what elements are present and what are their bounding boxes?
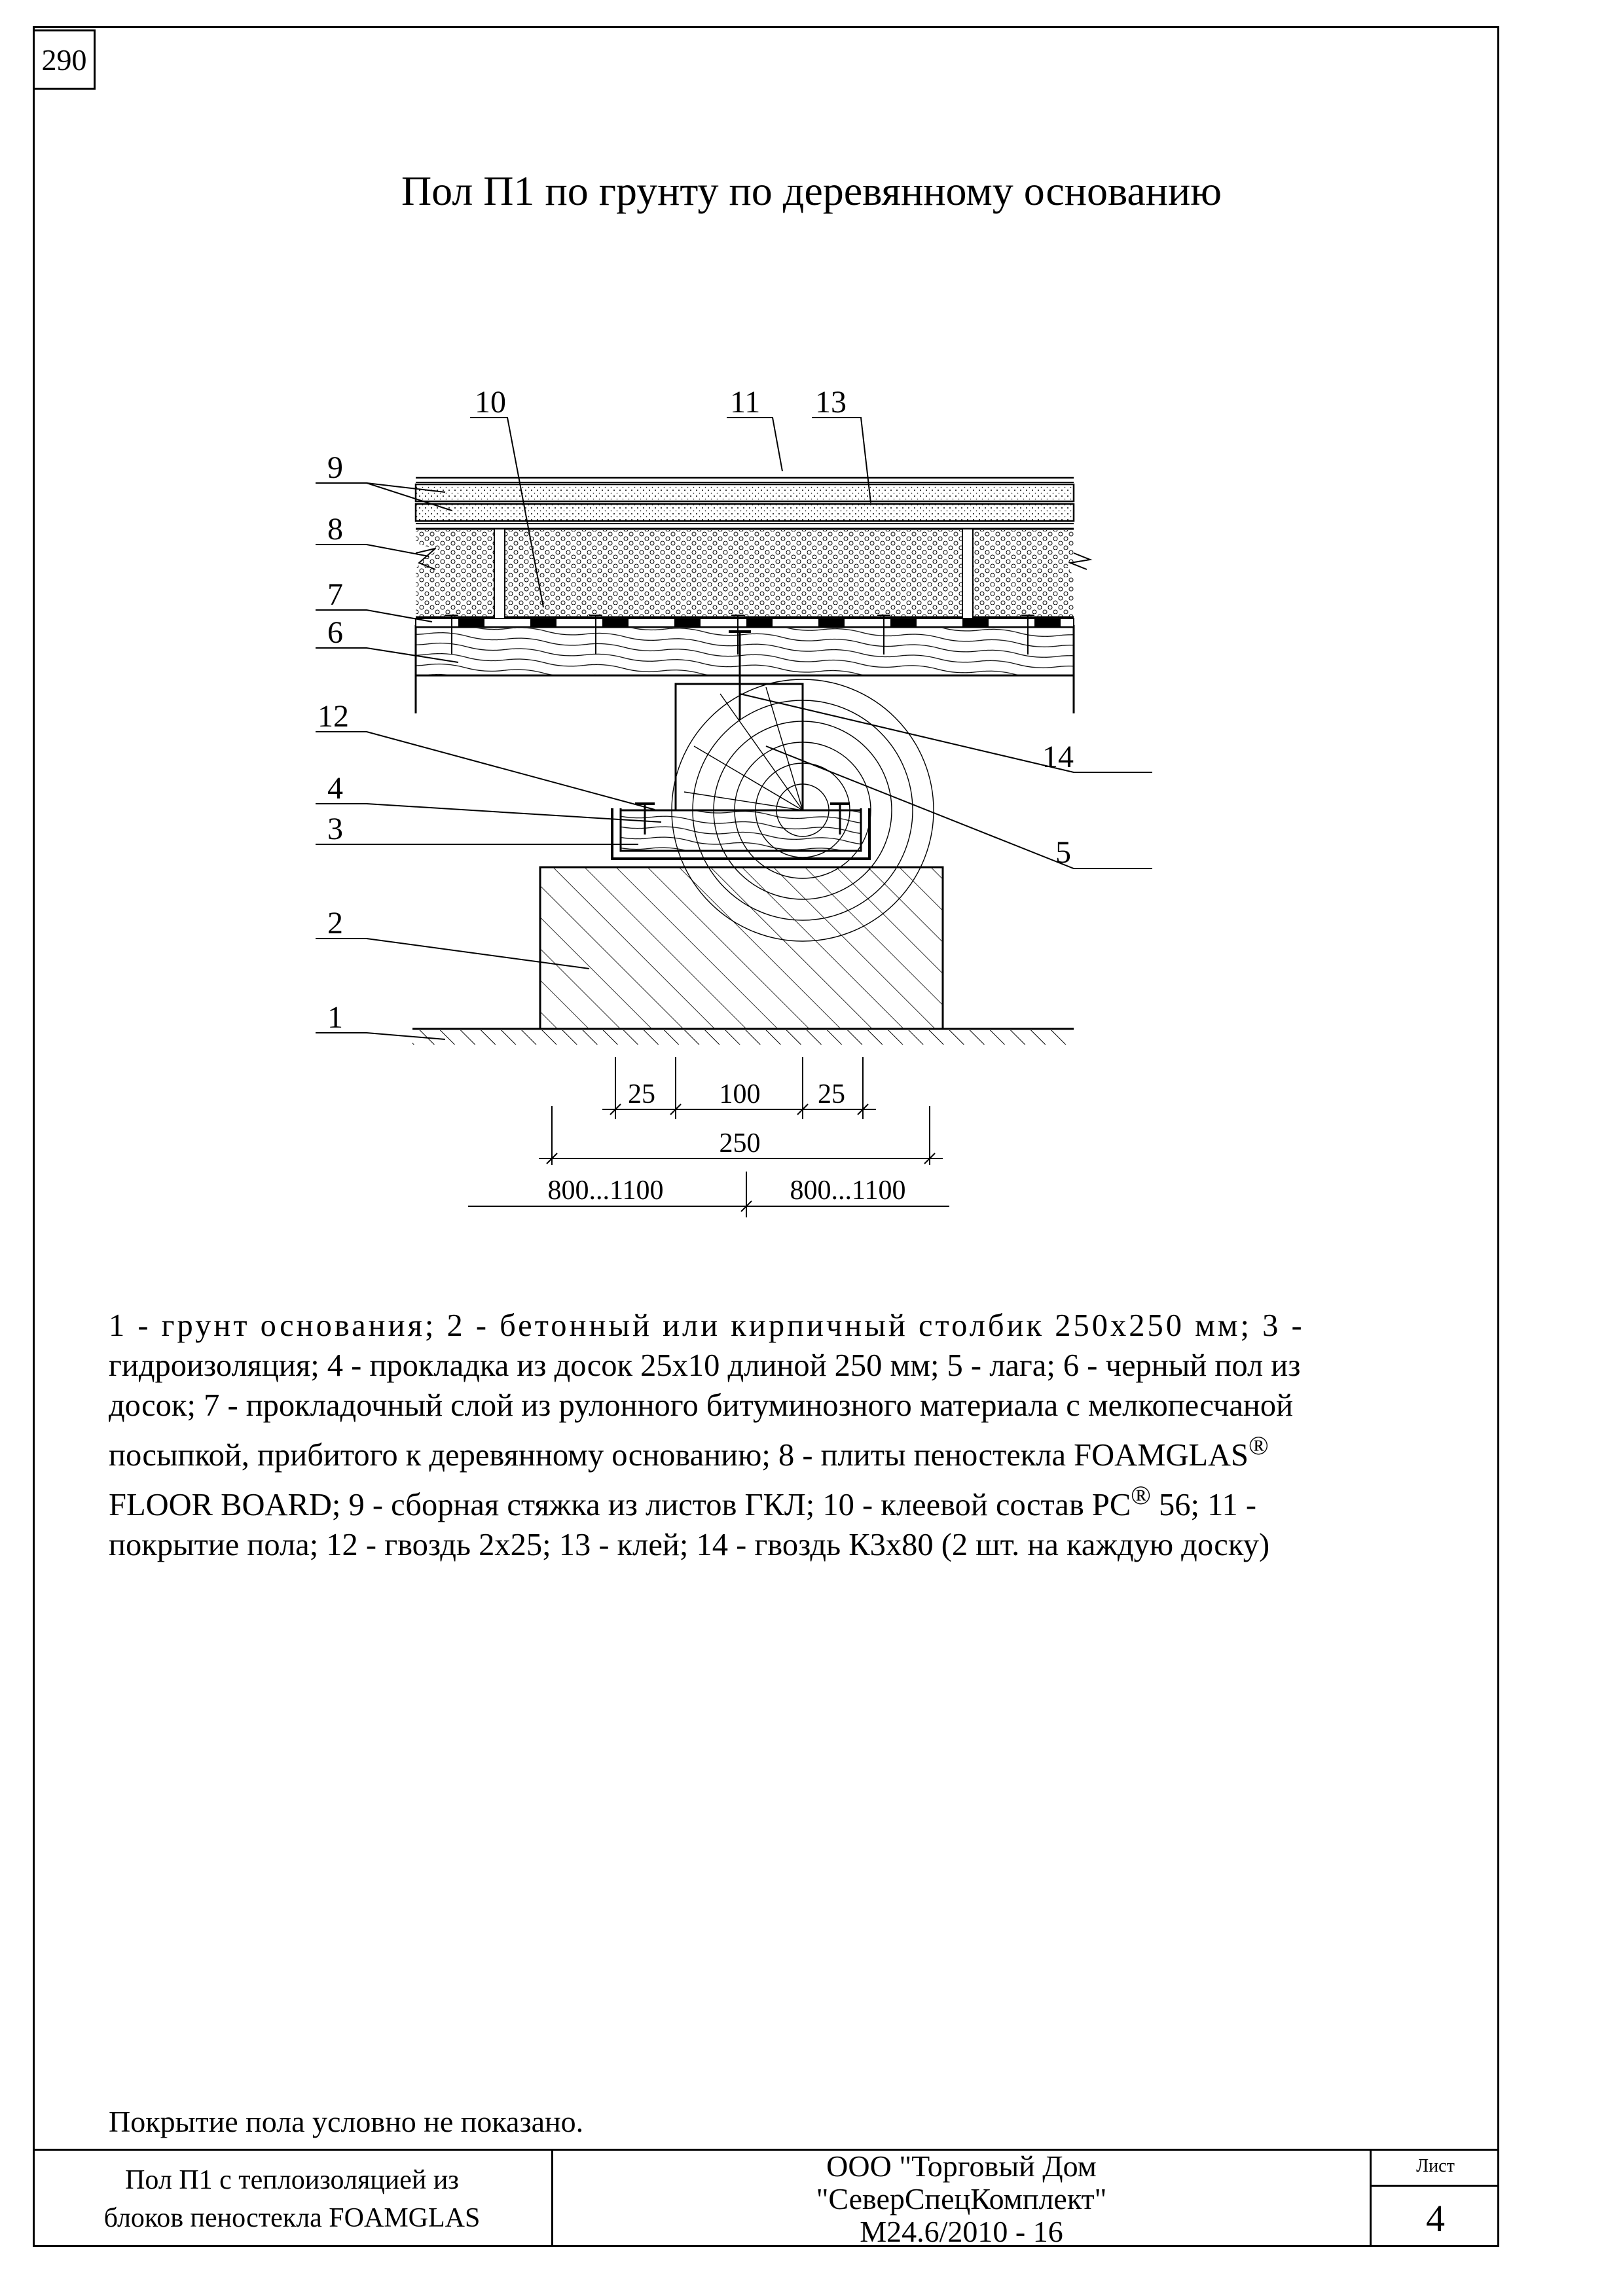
callout-label: 13 xyxy=(815,385,847,420)
concrete-post xyxy=(540,867,943,1029)
dimension-label: 25 xyxy=(628,1079,655,1109)
callout-label: 8 xyxy=(327,512,343,547)
title-block-company: ООО "Торговый Дом "СеверСпецКомплект" М24.6/2010 - 16 xyxy=(553,2149,1372,2247)
dimension-label: 250 xyxy=(719,1128,761,1158)
dimension-label: 100 xyxy=(719,1079,761,1109)
dimension-label: 800...1100 xyxy=(790,1175,906,1206)
registered-mark: ® xyxy=(1131,1480,1151,1511)
sheet-number: 4 xyxy=(1426,2197,1445,2240)
gkl-screed xyxy=(416,478,1074,524)
callout-label: 2 xyxy=(327,906,343,941)
legend-line: FLOOR BOARD; 9 - сборная стяжка из листов ГКЛ; 10 - клеевой состав PC® 56; 11 - xyxy=(109,1480,1257,1523)
registered-mark: ® xyxy=(1248,1431,1269,1460)
callout-label: 7 xyxy=(327,577,343,612)
title-block xyxy=(33,2149,1499,2247)
legend-line: гидроизоляция; 4 - прокладка из досок 25х10 длиной 250 мм; 5 - лага; 6 - черный пол из xyxy=(109,1348,1301,1383)
callout-label: 9 xyxy=(327,450,343,485)
legend-line: покрытие пола; 12 - гвоздь 2х25; 13 - клей; 14 - гвоздь К3х80 (2 шт. на каждую доску) xyxy=(109,1528,1270,1563)
legend-line: посыпкой, прибитого к деревянному основанию; 8 - плиты пеностекла FOAMGLAS® xyxy=(109,1431,1269,1473)
title-block-sheet xyxy=(1372,2149,1499,2247)
callout-label: 10 xyxy=(475,385,506,420)
callout-label: 14 xyxy=(1042,740,1074,774)
legend xyxy=(109,1306,1454,1565)
callout-label: 12 xyxy=(318,699,349,734)
callout-label: 11 xyxy=(730,385,761,420)
foamglas-boards xyxy=(416,529,1090,619)
dimension-label: 800...1100 xyxy=(547,1175,664,1206)
callout-label: 6 xyxy=(327,615,343,650)
note: Покрытие пола условно не показано. xyxy=(109,2105,584,2138)
ground xyxy=(412,1029,1074,1045)
page-number: 290 xyxy=(33,29,96,90)
sheet-label: Лист xyxy=(1416,2156,1455,2176)
drawing-title: Пол П1 по грунту по деревянному основанию xyxy=(401,168,1222,214)
callout-label: 5 xyxy=(1055,835,1071,870)
legend-line: досок; 7 - прокладочный слой из рулонного битуминозного материала с мелкопесчаной xyxy=(109,1388,1294,1423)
title-block-description: Пол П1 с теплоизоляцией из блоков пеностекла FOAMGLAS xyxy=(33,2149,553,2247)
callout-label: 4 xyxy=(327,771,343,806)
dimension-label: 25 xyxy=(818,1079,845,1109)
callout-label: 3 xyxy=(327,812,343,846)
callout-label: 1 xyxy=(327,1000,343,1035)
legend-line: 1 - грунт основания; 2 - бетонный или кирпичный столбик 250х250 мм; 3 - xyxy=(109,1308,1305,1343)
